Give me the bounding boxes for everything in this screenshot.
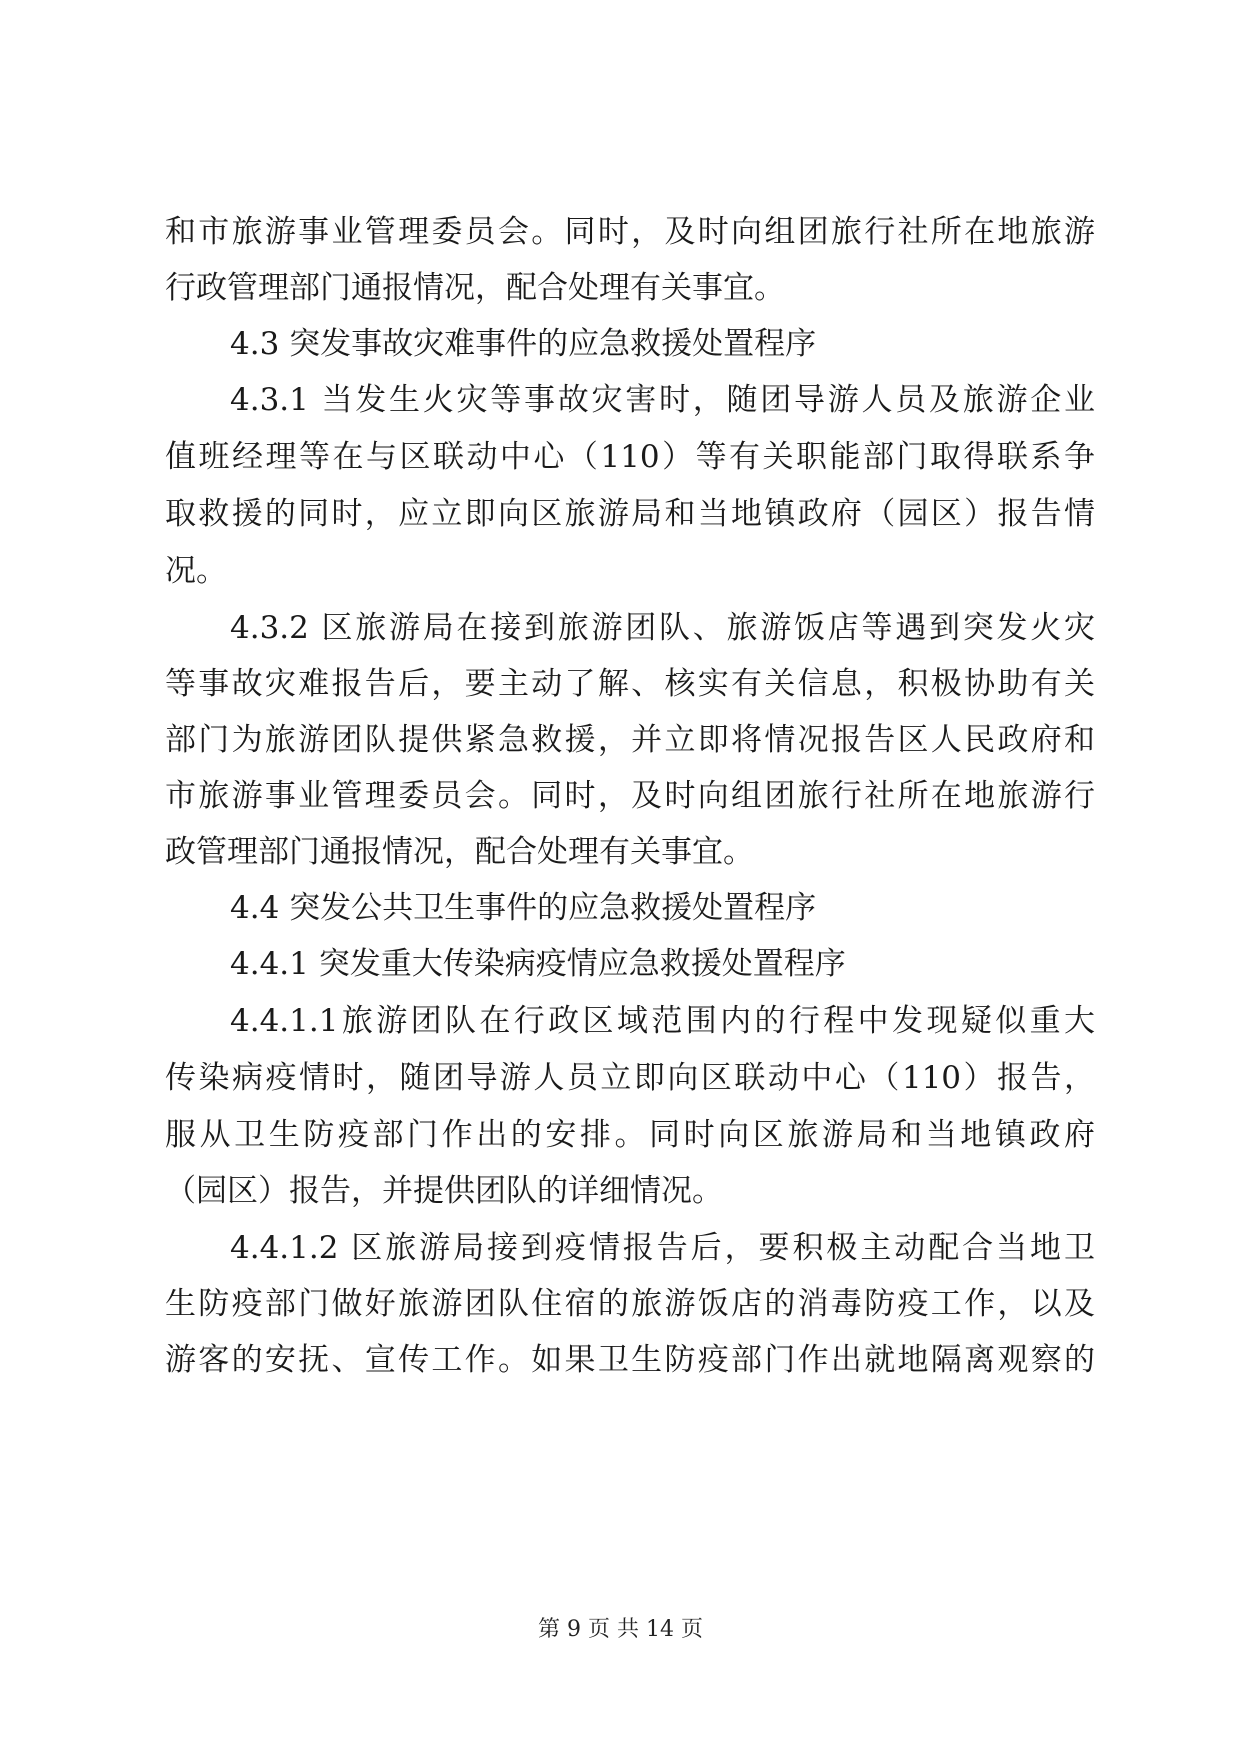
body-line-20: 生防疫部门做好旅游团队住宿的旅游饭店的消毒防疫工作，以及 [165, 1286, 1095, 1322]
body-line-12: 政管理部门通报情况，配合处理有关事宜。 [165, 834, 754, 870]
section-heading-4-4-1: 4.4.1 突发重大传染病疫情应急救援处置程序 [230, 946, 846, 982]
page-number-footer: 第 9 页 共 14 页 [538, 1617, 703, 1642]
body-line-5: 值班经理等在与区联动中心（110）等有关职能部门取得联系争 [165, 439, 1095, 475]
body-line-2: 行政管理部门通报情况，配合处理有关事宜。 [165, 270, 785, 306]
body-line-6: 取救援的同时，应立即向区旅游局和当地镇政府（园区）报告情 [165, 496, 1095, 532]
section-heading-4-3: 4.3 突发事故灾难事件的应急救援处置程序 [230, 326, 817, 362]
body-line-9: 等事故灾难报告后，要主动了解、核实有关信息，积极协助有关 [165, 666, 1095, 702]
body-line-19: 4.4.1.2 区旅游局接到疫情报告后，要积极主动配合当地卫 [230, 1230, 1095, 1266]
body-line-7: 况。 [165, 553, 227, 589]
body-line-17: 服从卫生防疫部门作出的安排。同时向区旅游局和当地镇政府 [165, 1117, 1095, 1153]
body-line-15: 4.4.1.1旅游团队在行政区域范围内的行程中发现疑似重大 [230, 1003, 1095, 1039]
body-line-16: 传染病疫情时，随团导游人员立即向区联动中心（110）报告， [165, 1060, 1095, 1096]
body-line-8: 4.3.2 区旅游局在接到旅游团队、旅游饭店等遇到突发火灾 [230, 610, 1095, 646]
body-line-21: 游客的安抚、宣传工作。如果卫生防疫部门作出就地隔离观察的 [165, 1342, 1095, 1378]
section-heading-4-4: 4.4 突发公共卫生事件的应急救援处置程序 [230, 890, 817, 926]
body-line-11: 市旅游事业管理委员会。同时，及时向组团旅行社所在地旅游行 [165, 778, 1095, 814]
body-line-4: 4.3.1 当发生火灾等事故灾害时，随团导游人员及旅游企业 [230, 382, 1095, 418]
body-line-18: （园区）报告，并提供团队的详细情况。 [165, 1173, 723, 1209]
body-line-1: 和市旅游事业管理委员会。同时，及时向组团旅行社所在地旅游 [165, 214, 1095, 250]
body-line-10: 部门为旅游团队提供紧急救援，并立即将情况报告区人民政府和 [165, 722, 1095, 758]
